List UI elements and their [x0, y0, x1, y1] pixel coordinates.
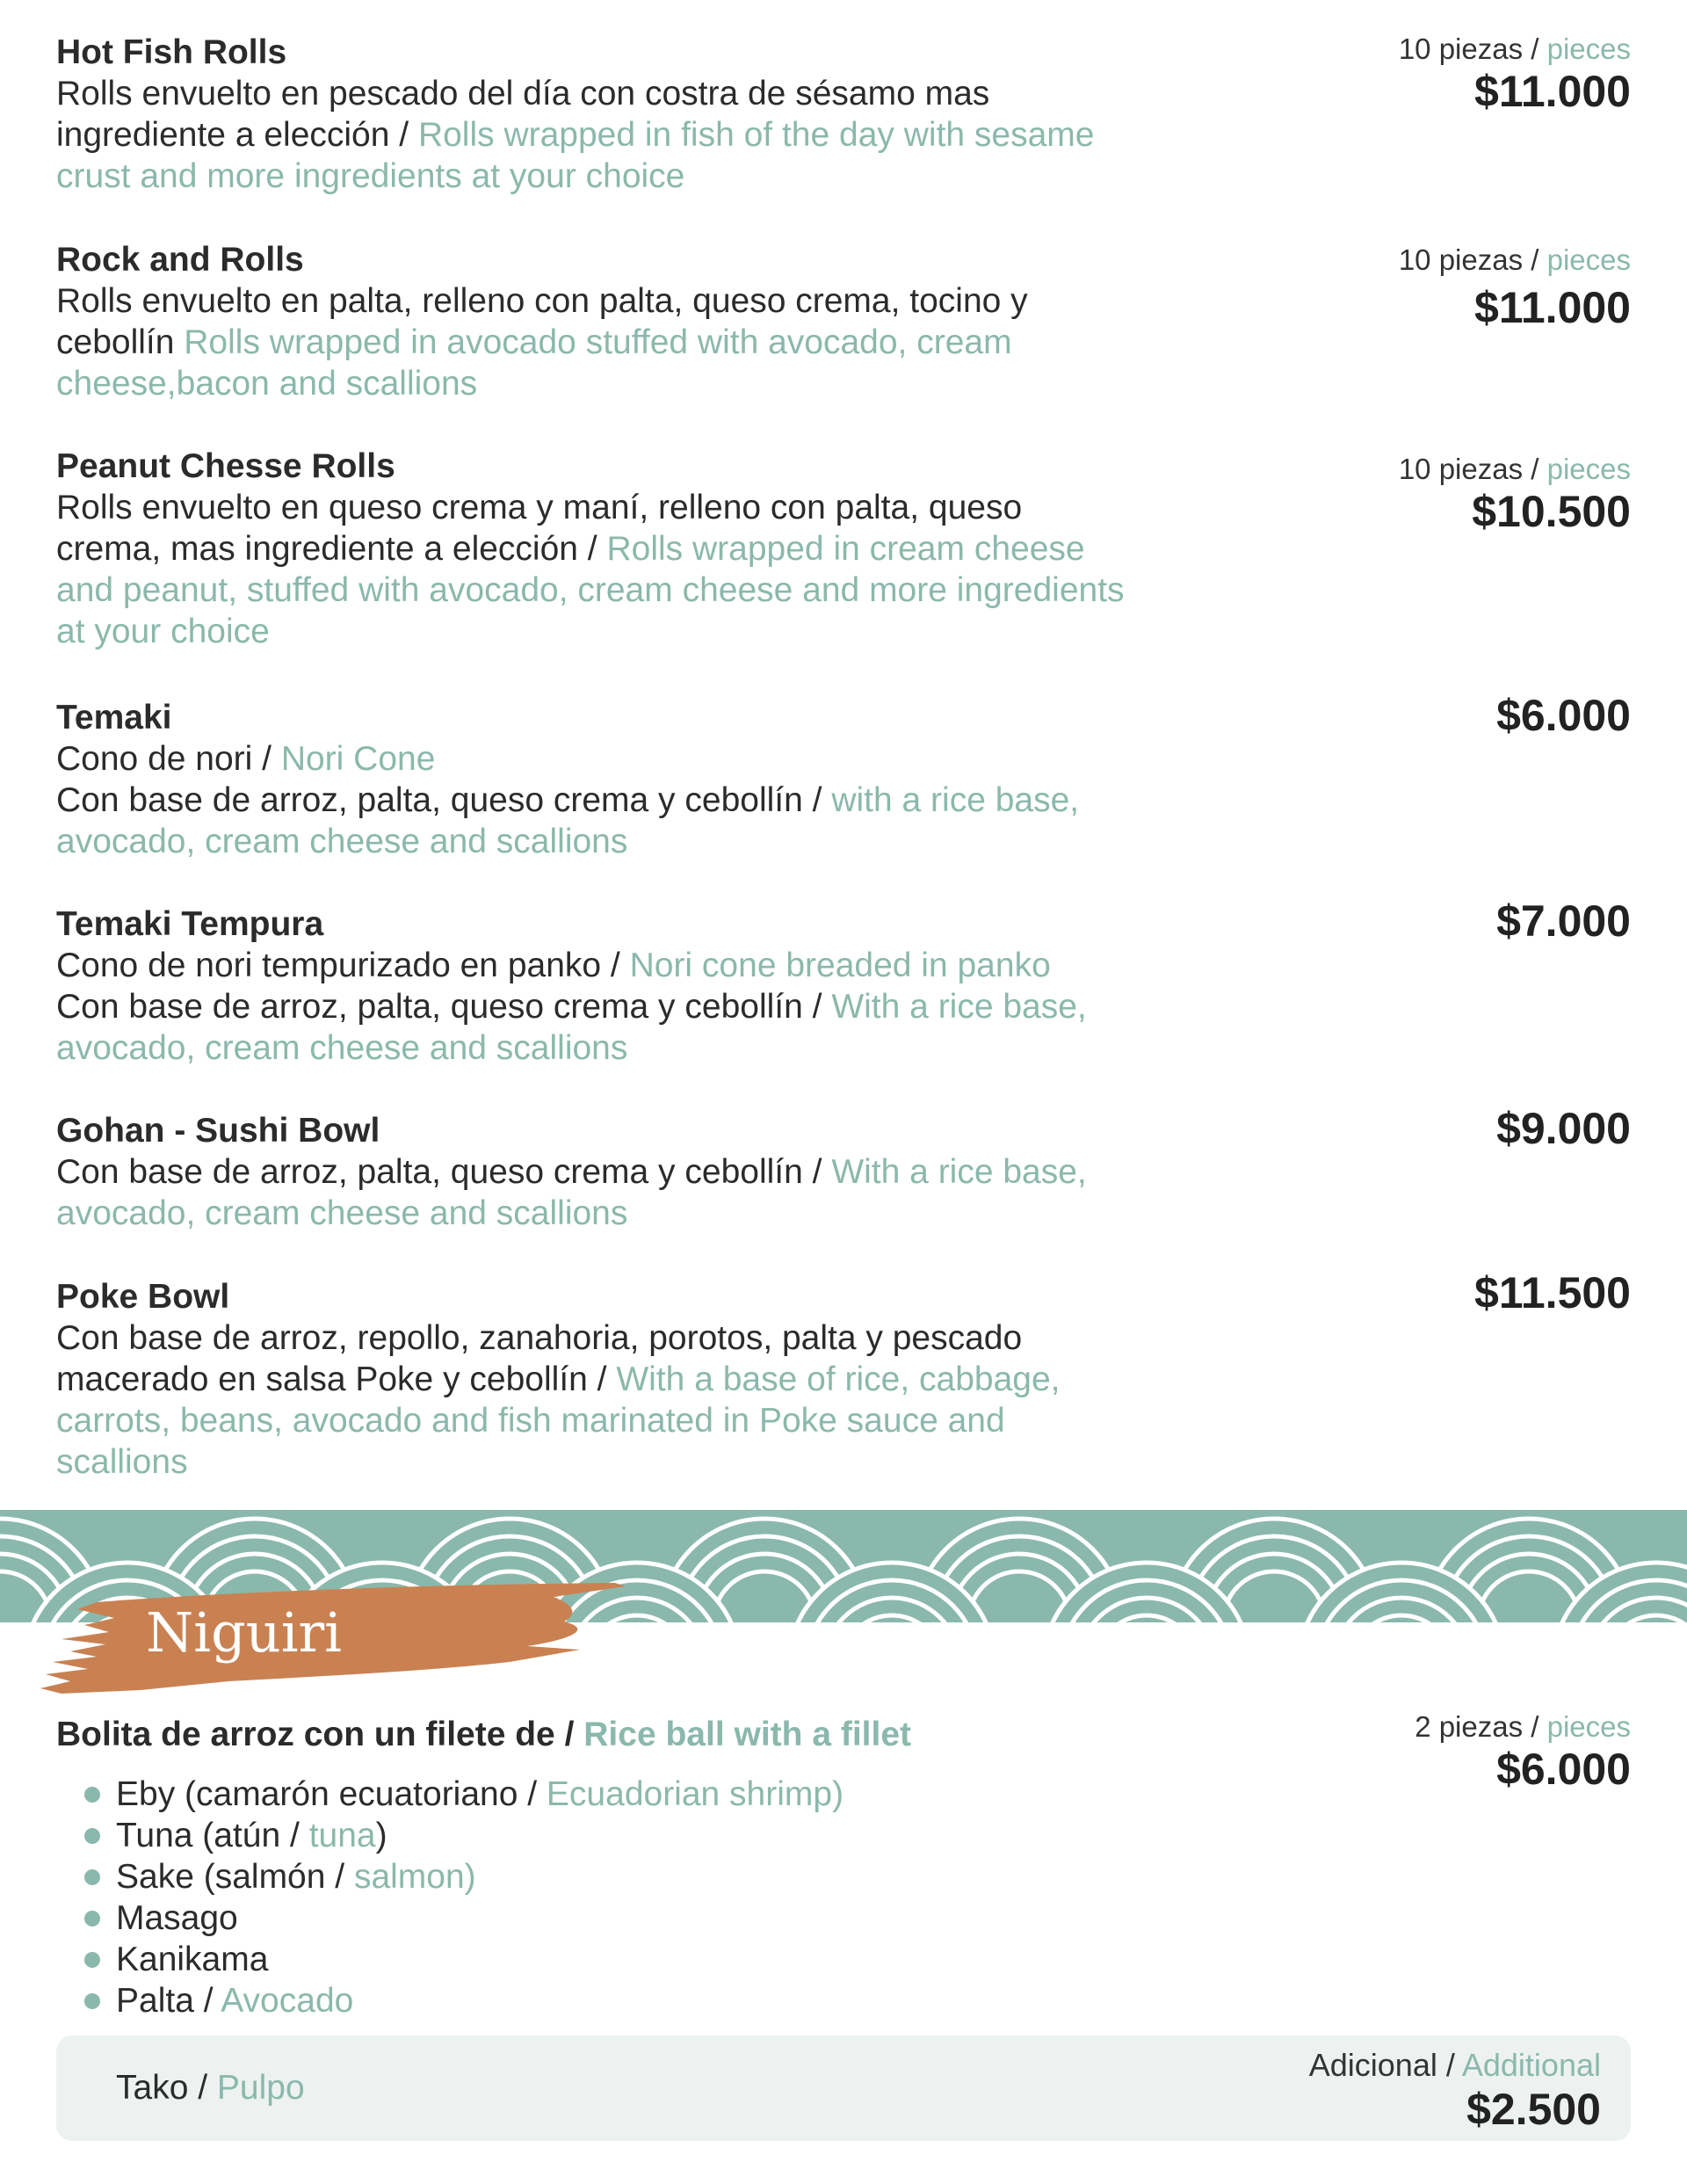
section-title-niguiri: Niguiri: [146, 1600, 342, 1665]
item-description: Con base de arroz, repollo, zanahoria, porotos, palta y pescado macerado en salsa Poke y cebollín / With a base of rice, cabbage, carrots, beans, avocado and fish marinated in Poke sauce and scallions: [56, 1319, 1061, 1481]
menu-item-rock-and-rolls: [56, 239, 1128, 404]
price-block: [1399, 452, 1631, 536]
additional-option-name: Tako / Pulpo: [116, 2069, 305, 2107]
bullet-dot-icon: [84, 1787, 100, 1803]
menu-item-gohan-sushi-bowl: [56, 1110, 1128, 1234]
pieces-label: 10 piezas / pieces: [1398, 33, 1631, 65]
item-description: Con base de arroz, palta, queso crema y cebollín / With a rice base, avocado, cream cheese and scallions: [56, 1153, 1087, 1232]
menu-item-temaki: [56, 697, 1128, 862]
bullet-dot-icon: [84, 1993, 100, 2009]
bullet-dot-icon: [84, 1952, 100, 1968]
item-price: $11.500: [1474, 1268, 1631, 1317]
niguiri-options-list: [84, 1774, 844, 2021]
item-description-line2: Con base de arroz, palta, queso crema y cebollín / with a rice base, avocado, cream cheese and scallions: [56, 781, 1080, 860]
price-block: [1496, 1104, 1631, 1153]
price-block: [1474, 1268, 1631, 1317]
bullet-dot-icon: [84, 1911, 100, 1926]
additional-price: $2.500: [1466, 2085, 1601, 2134]
item-price: $10.500: [1472, 487, 1631, 536]
price-block: [1399, 32, 1631, 116]
item-price: $6.000: [1496, 1745, 1631, 1794]
item-name: Temaki Tempura: [56, 905, 324, 943]
niguiri-price-block: [1415, 1709, 1631, 1794]
item-description: Rolls envuelto en palta, relleno con palta, queso crema, tocino y cebollín Rolls wrapped in avocado stuffed with avocado, cream cheese,bacon and scallions: [56, 282, 1028, 403]
price-block: [1496, 691, 1631, 740]
item-description-line2: Con base de arroz, palta, queso crema y cebollín / With a rice base, avocado, cream cheese and scallions: [56, 988, 1087, 1067]
item-price: $7.000: [1496, 896, 1631, 946]
item-description-line1: Cono de nori / Nori Cone: [56, 740, 436, 778]
item-price: $9.000: [1496, 1104, 1631, 1153]
price-block: [1496, 896, 1631, 946]
menu-item-poke-bowl: [56, 1276, 1128, 1483]
item-price: $11.000: [1474, 283, 1631, 332]
item-name: Poke Bowl: [56, 1278, 230, 1316]
item-description: Rolls envuelto en queso crema y maní, relleno con palta, queso crema, mas ingrediente a elección / Rolls wrapped in cream cheese and peanut, stuffed with avocado, cream cheese and more ingredients at your choice: [56, 489, 1125, 650]
item-description-line1: Cono de nori tempurizado en panko / Nori cone breaded in panko: [56, 947, 1051, 984]
bullet-dot-icon: [84, 1869, 100, 1885]
list-item: Kanikama: [84, 1939, 844, 1980]
item-price: $6.000: [1496, 691, 1631, 740]
list-item: Sake (salmón / salmon): [84, 1856, 844, 1897]
additional-price-block: [1309, 2046, 1601, 2134]
bullet-dot-icon: [84, 1828, 100, 1844]
menu-item-hot-fish-rolls: [56, 32, 1128, 197]
list-item: Tuna (atún / tuna): [84, 1815, 844, 1856]
item-name: Hot Fish Rolls: [56, 33, 287, 71]
item-name: Temaki: [56, 699, 172, 736]
item-price: $11.000: [1474, 67, 1631, 116]
pieces-label: 10 piezas / pieces: [1398, 243, 1631, 276]
pieces-label: 2 piezas / pieces: [1415, 1710, 1631, 1743]
item-name: Peanut Chesse Rolls: [56, 447, 395, 485]
list-item: Masago: [84, 1897, 844, 1939]
price-block: [1399, 243, 1631, 332]
additional-label: Adicional / Additional: [1308, 2047, 1601, 2083]
item-description: Rolls envuelto en pescado del día con costra de sésamo mas ingrediente a elección / Rolls wrapped in fish of the day with sesame crust and more ingredients at your choice: [56, 75, 1095, 195]
item-name: Gohan - Sushi Bowl: [56, 1112, 380, 1150]
niguiri-intro: Bolita de arroz con un filete de / Rice ball with a fillet: [56, 1716, 912, 1753]
list-item: Palta / Avocado: [84, 1980, 844, 2021]
additional-option-box: [56, 2035, 1631, 2141]
menu-item-temaki-tempura: [56, 903, 1128, 1069]
item-name: Rock and Rolls: [56, 241, 304, 279]
list-item: Eby (camarón ecuatoriano / Ecuadorian shrimp): [84, 1774, 844, 1815]
menu-item-peanut-chesse-rolls: [56, 446, 1128, 652]
pieces-label: 10 piezas / pieces: [1398, 453, 1631, 485]
